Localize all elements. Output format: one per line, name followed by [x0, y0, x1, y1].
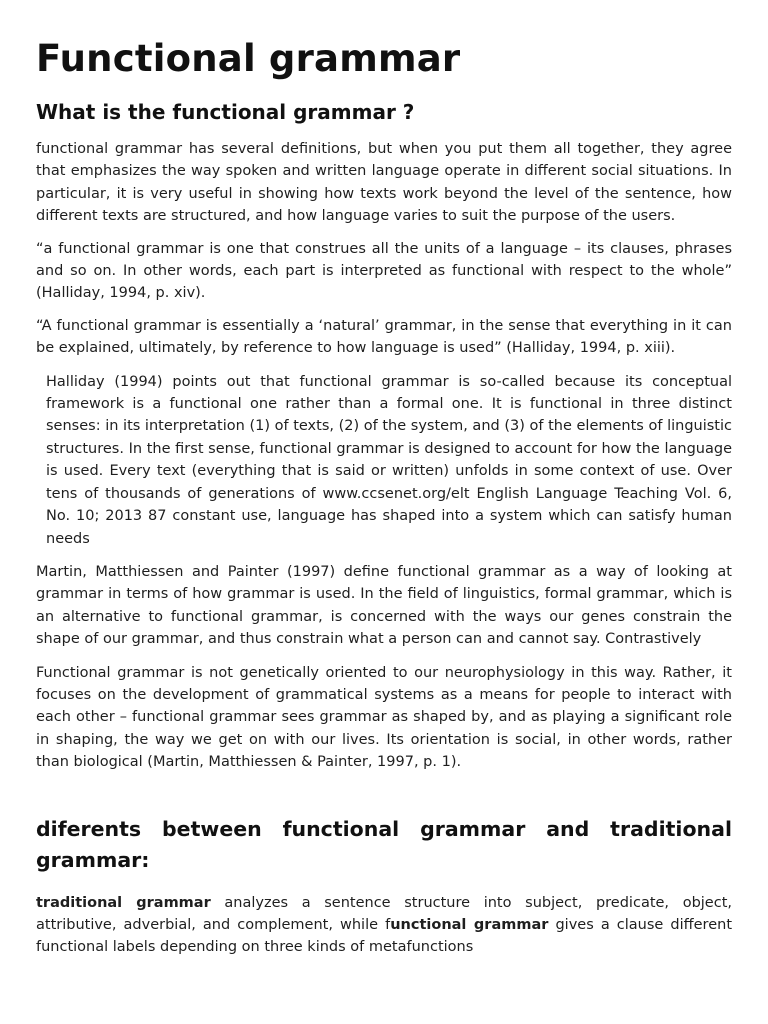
page-title: Functional grammar: [36, 37, 461, 80]
comparison-text-2: gives a clause different functional labels depending on three kinds of metafunctions: [36, 916, 732, 956]
term-functional-grammar: unctional grammar: [390, 916, 549, 933]
term-traditional-grammar: traditional grammar: [36, 894, 211, 911]
paragraph-social-orientation: Functional grammar is not genetically oriented to our neurophysiology in this way. Rather, it focuses on the development of grammatical systems as a means for people to interact with each other – functional grammar sees grammar as shaped by, and as playing a significant role in shaping, the way we get on with our lives. Its orientation is social, in other words, rather than biological (Martin, Matthiessen & Painter, 1997, p. 1).: [36, 664, 732, 771]
comparison-text-1: analyzes a sentence structure into subject, predicate, object, attributive, adverbial, and complement, while f: [36, 894, 732, 933]
paragraph-martin-definition: Martin, Matthiessen and Painter (1997) define functional grammar as a way of looking at grammar in terms of how grammar is used. In the field of linguistics, formal grammar, which is an alternative to functional grammar, is concerned with the ways our genes constrain the shape of our grammar, and thus constrain what a person can and cannot say. Contrastively: [36, 563, 732, 648]
paragraph-quote-halliday-xiv: “a functional grammar is one that construes all the units of a language – its clauses, phrases and so on. In other words, each part is interpreted as functional with respect to the whole” (Halliday, 1994, p. xiv).: [36, 240, 732, 302]
paragraph-comparison: [36, 892, 732, 959]
paragraph-halliday-senses: Halliday (1994) points out that functional grammar is so-called because its conceptual framework is a functional one rather than a formal one. It is functional in three distinct senses: in its interpretation (1) of texts, (2) of the system, and (3) of the elements of linguistic structures. In the first sense, functional grammar is designed to account for how the language is used. Every text (everything that is said or written) unfolds in some context of use. Over tens of thousands of generations of www.ccsenet.org/elt English Language Teaching Vol. 6, No. 10; 2013 87 constant use, language has shaped into a system which can satisfy human needs: [46, 373, 732, 547]
section-heading: diferents between functional grammar and traditional grammar:: [36, 816, 732, 872]
paragraph-definitions: functional grammar has several definitions, but when you put them all together, they agree that emphasizes the way spoken and written language operate in different social situations. In particular, it is very useful in showing how texts work beyond the level of the sentence, how different texts are structured, and how language varies to suit the purpose of the users.: [36, 141, 732, 225]
paragraph-quote-halliday-xiii: “A functional grammar is essentially a ‘natural’ grammar, in the sense that everything in it can be explained, ultimately, by reference to how language is used” (Halliday, 1994, p. xiii).: [36, 317, 732, 357]
subtitle-heading: What is the functional grammar ?: [36, 100, 415, 124]
